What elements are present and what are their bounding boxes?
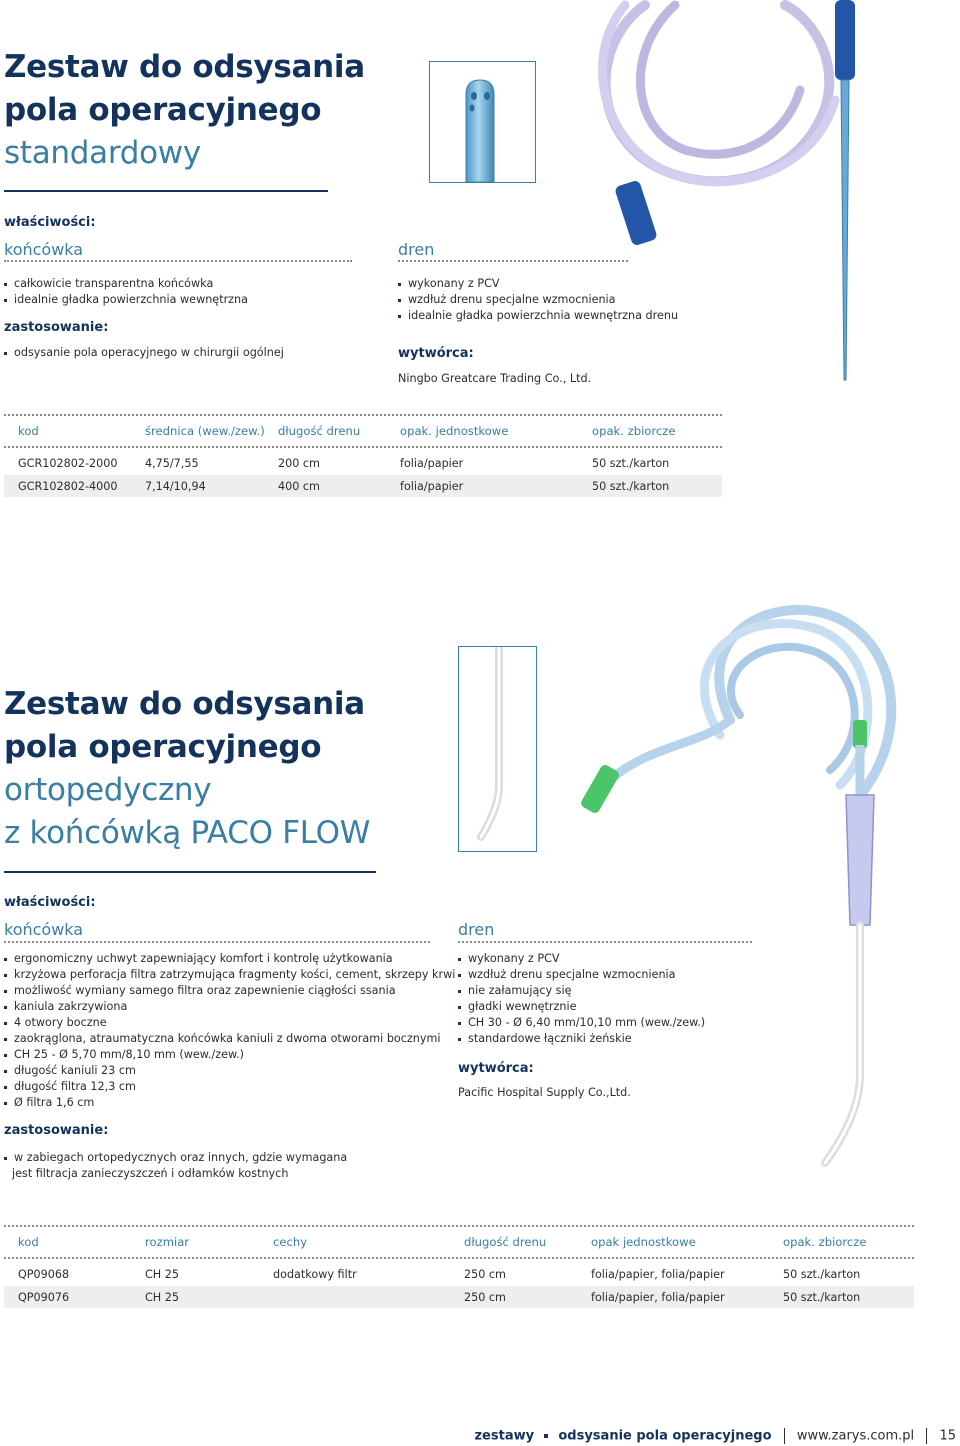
table-cell: dodatkowy filtr (273, 1268, 357, 1281)
table-cell: folia/papier (400, 457, 464, 470)
list-item: krzyżowa perforacja filtra zatrzymująca fragmenty kości, cement, skrzepy krwi (4, 967, 455, 983)
list-item: idealnie gładka powierzchnia wewnętrzna drenu (398, 308, 678, 324)
table-cell: 7,14/10,94 (145, 480, 206, 493)
table-cell: 50 szt./karton (592, 480, 670, 493)
product2-subtitle-line2: z końcówką PACO FLOW (4, 815, 371, 851)
product2-subtitle-line1: ortopedyczny (4, 772, 212, 808)
product2-title-line1: Zestaw do odsysania (4, 686, 365, 722)
product1-th-unit-pack: opak. jednostkowe (400, 424, 509, 438)
product1-th-length: długość drenu (278, 424, 361, 438)
list-item: idealnie gładka powierzchnia wewnętrzna (4, 292, 248, 308)
table-cell: 50 szt./karton (783, 1291, 861, 1304)
product2-th-length: długość drenu (464, 1235, 547, 1249)
table-cell: 250 cm (464, 1291, 506, 1304)
list-item: odsysanie pola operacyjnego w chirurgii ogólnej (4, 345, 284, 361)
list-item: możliwość wymiany samego filtra oraz zapewnienie ciągłości ssania (4, 983, 455, 999)
product1-usage-heading: zastosowanie: (4, 320, 109, 335)
table-cell: GCR102802-2000 (18, 457, 118, 470)
table-cell: 400 cm (278, 480, 320, 493)
product1-th-bulk-pack: opak. zbiorcze (592, 424, 676, 438)
table-cell: 4,75/7,55 (145, 457, 199, 470)
product1-table-header-rule (4, 446, 722, 448)
product1-table-top-rule (4, 414, 722, 416)
list-item: zaokrąglona, atraumatyczna końcówka kaniuli z dwoma otworami bocznymi (4, 1031, 455, 1047)
product2-manufacturer-heading: wytwórca: (458, 1061, 534, 1076)
product2-th-unit-pack: opak jednostkowe (591, 1235, 696, 1249)
product2-th-bulk-pack: opak. zbiorcze (783, 1235, 867, 1249)
product1-subtitle: standardowy (4, 135, 201, 171)
product2-tip-label: końcówka (4, 920, 84, 939)
list-item: Ø filtra 1,6 cm (4, 1095, 455, 1111)
product2-properties-heading: właściwości: (4, 895, 96, 910)
footer-section: odsysanie pola operacyjnego (558, 1428, 772, 1444)
product1-usage-list (4, 345, 284, 361)
list-item: CH 30 - Ø 6,40 mm/10,10 mm (wew./zew.) (458, 1015, 705, 1031)
list-item: kaniula zakrzywiona (4, 999, 455, 1015)
product1-tip-features (4, 276, 248, 308)
product1-tip-photo (429, 61, 536, 183)
product1-manufacturer-heading: wytwórca: (398, 346, 474, 361)
list-item: w zabiegach ortopedycznych oraz innych, gdzie wymagana (4, 1150, 347, 1166)
product1-th-code: kod (18, 424, 39, 438)
product1-tube-features (398, 276, 678, 324)
product2-tip-photo (458, 646, 537, 852)
product2-tube-divider (458, 941, 752, 943)
table-cell: CH 25 (145, 1268, 180, 1281)
footer-category: zestawy (474, 1428, 535, 1444)
page-footer (474, 1428, 956, 1444)
product2-table-top-rule (4, 1225, 914, 1227)
list-item: gładki wewnętrznie (458, 999, 705, 1015)
product2-tip-features (4, 951, 455, 1111)
list-item: nie załamujący się (458, 983, 705, 999)
table-cell: 50 szt./karton (592, 457, 670, 470)
product1-manufacturer: Ningbo Greatcare Trading Co., Ltd. (398, 372, 592, 385)
product1-title-line2: pola operacyjnego (4, 92, 322, 128)
product1-tip-divider (4, 260, 352, 262)
product1-tube-label: dren (398, 240, 435, 259)
table-cell: folia/papier (400, 480, 464, 493)
list-item: długość filtra 12,3 cm (4, 1079, 455, 1095)
table-cell: QP09076 (18, 1291, 70, 1304)
list-item: wzdłuż drenu specjalne wzmocnienia (398, 292, 678, 308)
product2-title-line2: pola operacyjnego (4, 729, 322, 765)
list-item: wykonany z PCV (458, 951, 705, 967)
product2-th-code: kod (18, 1235, 39, 1249)
product1-th-diameter: średnica (wew./zew.) (145, 424, 265, 438)
table-cell: GCR102802-4000 (18, 480, 118, 493)
product2-tube-label: dren (458, 920, 495, 939)
product2-tube-features (458, 951, 705, 1047)
product2-th-features: cechy (273, 1235, 308, 1249)
product1-set-image (585, 0, 865, 390)
cannula-tip-image (459, 647, 536, 851)
list-item: wykonany z PCV (398, 276, 678, 292)
product2-usage-heading: zastosowanie: (4, 1123, 109, 1138)
product2-title-rule (4, 871, 376, 873)
product1-tip-label: końcówka (4, 240, 84, 259)
table-cell: folia/papier, folia/papier (591, 1268, 725, 1281)
product2-tip-divider (4, 941, 430, 943)
table-cell: 200 cm (278, 457, 320, 470)
list-item: długość kaniuli 23 cm (4, 1063, 455, 1079)
product1-title-rule (4, 190, 328, 192)
footer-divider (784, 1428, 785, 1444)
table-cell: 50 szt./karton (783, 1268, 861, 1281)
list-item: CH 25 - Ø 5,70 mm/8,10 mm (wew./zew.) (4, 1047, 455, 1063)
table-cell: QP09068 (18, 1268, 70, 1281)
product2-usage-list (4, 1150, 347, 1182)
table-row-stripe (4, 1286, 914, 1308)
product1-properties-heading: właściwości: (4, 215, 96, 230)
footer-bullet-icon (544, 1434, 548, 1438)
table-cell: 250 cm (464, 1268, 506, 1281)
product1-tube-divider (398, 260, 628, 262)
product2-manufacturer: Pacific Hospital Supply Co.,Ltd. (458, 1086, 631, 1099)
table-cell: CH 25 (145, 1291, 180, 1304)
suction-tip-image (430, 62, 535, 182)
table-cell: folia/papier, folia/papier (591, 1291, 725, 1304)
product1-title-line1: Zestaw do odsysania (4, 49, 365, 85)
list-item: 4 otwory boczne (4, 1015, 455, 1031)
product2-th-size: rozmiar (145, 1235, 190, 1249)
list-item: całkowicie transparentna końcówka (4, 276, 248, 292)
list-item: ergonomiczny uchwyt zapewniający komfort i kontrolę użytkowania (4, 951, 455, 967)
footer-website[interactable]: www.zarys.com.pl (796, 1428, 915, 1444)
footer-divider (926, 1428, 927, 1444)
product2-table-header-rule (4, 1257, 914, 1259)
list-item: standardowe łączniki żeńskie (458, 1031, 705, 1047)
list-item-continuation: jest filtracja zanieczyszczeń i odłamków kostnych (12, 1167, 289, 1180)
list-item: wzdłuż drenu specjalne wzmocnienia (458, 967, 705, 983)
page-number: 15 (939, 1428, 956, 1444)
